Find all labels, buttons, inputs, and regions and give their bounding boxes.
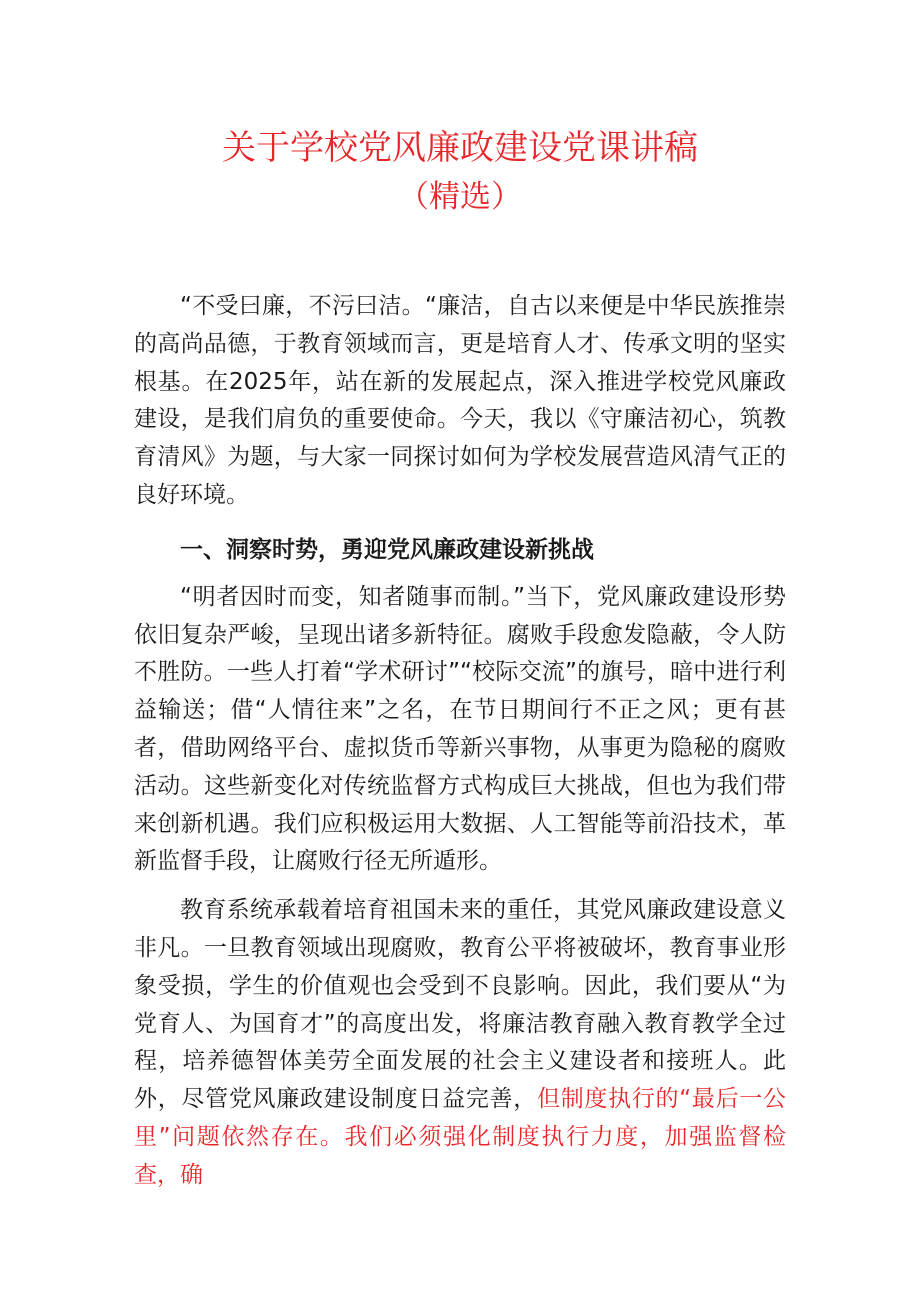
- paragraph-text-normal: 教育系统承载着培育祖国未来的重任，其党风廉政建设意义非凡。一旦教育领域出现腐败，教育公平将被破坏，教育事业形象受损，学生的价值观也会受到不良影响。因此，我们要从“为党育人、为国育才”的高度出发，将廉洁教育融入教育教学全过程，培养德智体美劳全面发展的社会主义建设者和接班人。此外，尽管党风廉政建设制度日益完善，: [134, 897, 786, 1113]
- document-title: 关于学校党风廉政建设党课讲稿: [222, 128, 698, 168]
- section1-paragraph-1: “明者因时而变，知者随事而制。”当下，党风廉政建设形势依旧复杂严峻，呈现出诸多新特征。腐败手段愈发隐蔽，令人防不胜防。一些人打着“学术研讨”“校际交流”的旗号，暗中进行利益输送；借“人情往来”之名，在节日期间行不正之风；更有甚者，借助网络平台、虚拟货币等新兴事物，从事更为隐秘的腐败活动。这些新变化对传统监督方式构成巨大挑战，但也为我们带来创新机遇。我们应积极运用大数据、人工智能等前沿技术，革新监督手段，让腐败行径无所遁形。: [134, 583, 786, 875]
- document-subtitle: （精选）: [398, 179, 522, 215]
- section1-paragraph-2: [134, 892, 786, 1194]
- section-heading-1: 一、洞察时势，勇迎党风廉政建设新挑战: [180, 536, 594, 563]
- intro-paragraph: “不受曰廉，不污曰洁。“廉洁，自古以来便是中华民族推崇的高尚品德，于教育领域而言，更是培育人才、传承文明的坚实根基。在2025年，站在新的发展起点，深入推进学校党风廉政建设，是我们肩负的重要使命。今天，我以《守廉洁初心，筑教育清风》为题，与大家一同探讨如何为学校发展营造风清气正的良好环境。: [134, 293, 786, 508]
- highlighted-text: 但制度执行的“最后一公里”问题依然存在。我们必须强化制度执行力度，加强监督检查，确: [134, 1086, 786, 1188]
